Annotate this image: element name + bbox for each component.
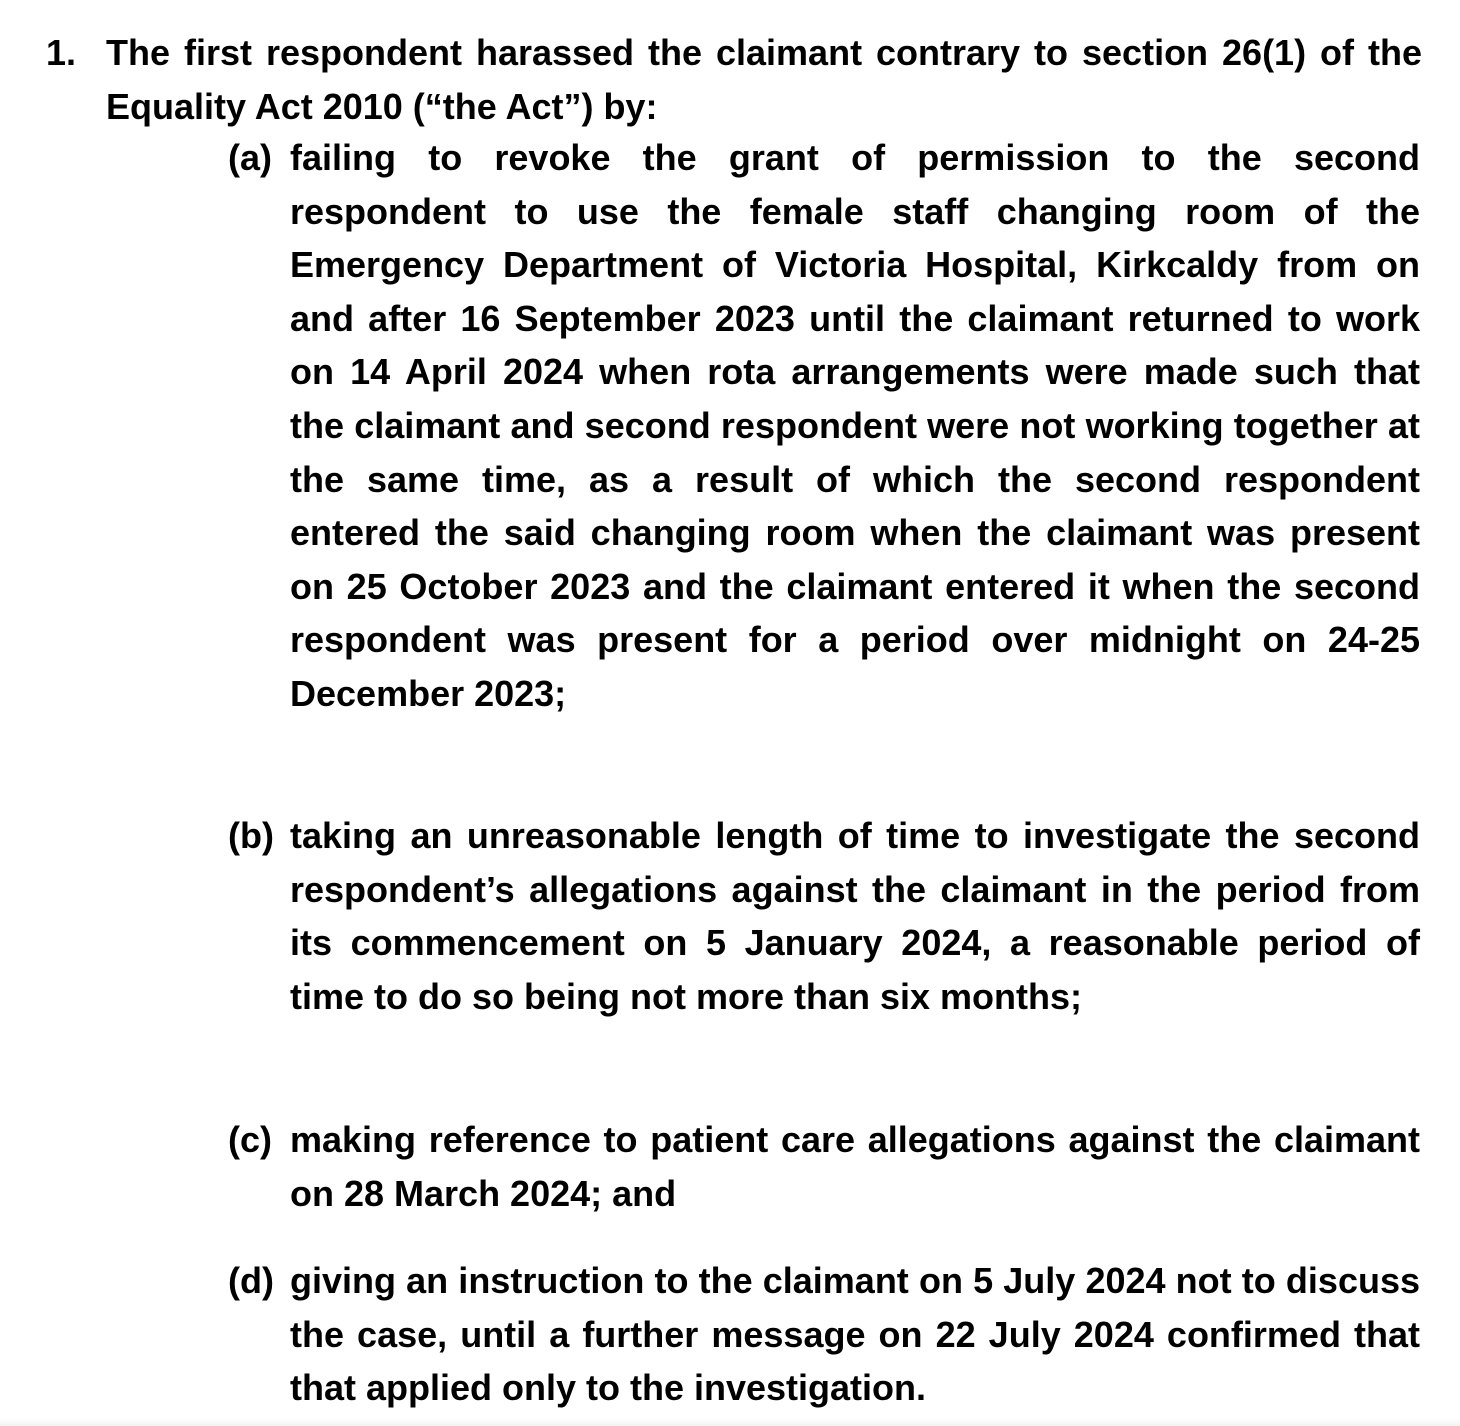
paragraph-heading: The first respondent harassed the claimant contrary to section 26(1) of the Equality Act 2010 (“the Act”) by: (106, 32, 1422, 127)
sub-item-b (228, 809, 1420, 1023)
sub-item-text: taking an unreasonable length of time to investigate the second respondent’s allegations against the claimant in the period from its commencement on 5 January 2024, a reasonable period of time to do so being not more than six months; (290, 815, 1420, 1017)
sub-item-label: (d) (228, 1260, 274, 1301)
sub-item-text: failing to revoke the grant of permission to the second respondent to use the female staff changing room of the Emergency Department of Victoria Hospital, Kirkcaldy from on and after 16 September 2023 until the claimant returned to work on 14 April 2024 when rota arrangements were made such that the claimant and second respondent were not working together at the same time, as a result of which the second respondent entered the said changing room when the claimant was present on 25 October 2023 and the claimant entered it when the second respondent was present for a period over midnight on 24-25 December 2023; (290, 137, 1420, 714)
sub-item-a (228, 131, 1420, 721)
sub-item-text: making reference to patient care allegations against the claimant on 28 March 2024; and (290, 1119, 1420, 1214)
sub-item-c (228, 1113, 1420, 1220)
page-bottom-edge (0, 1418, 1460, 1426)
sub-item-d (228, 1254, 1420, 1415)
sub-item-label: (c) (228, 1119, 272, 1160)
paragraph-number: 1. (46, 32, 77, 73)
sub-item-label: (b) (228, 815, 274, 856)
sub-item-text: giving an instruction to the claimant on 5 July 2024 not to discuss the case, until a further message on 22 July 2024 confirmed that that applied only to the investigation. (290, 1260, 1420, 1409)
sub-item-label: (a) (228, 137, 272, 178)
